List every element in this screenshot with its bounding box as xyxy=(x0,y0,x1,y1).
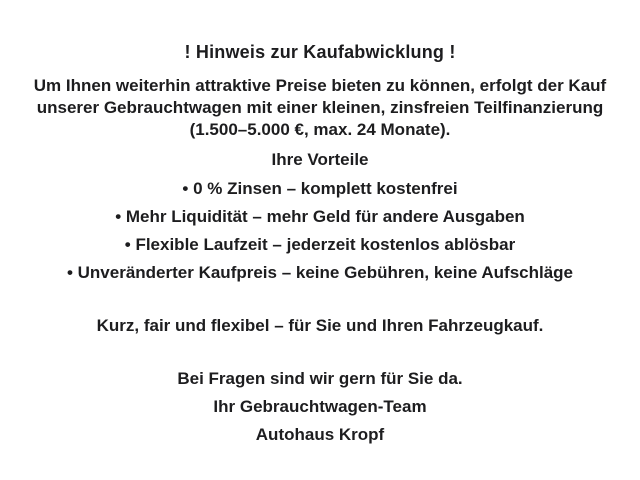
benefit-item-kaufpreis: • Unveränderter Kaufpreis – keine Gebühren, keine Aufschläge xyxy=(66,263,574,282)
benefits-list xyxy=(6,179,634,282)
summary-line: Kurz, fair und flexibel – für Sie und Ihren Fahrzeugkauf. xyxy=(96,316,544,335)
benefit-item-zinsen: • 0 % Zinsen – komplett kostenfrei xyxy=(182,179,458,198)
closing-line-contact: Bei Fragen sind wir gern für Sie da. xyxy=(177,369,463,388)
benefits-heading: Ihre Vorteile xyxy=(271,150,369,169)
intro-paragraph: Um Ihnen weiterhin attraktive Preise bieten zu können, erfolgt der Kauf unserer Gebrauchtwagen mit einer kleinen, zinsfreien Teilfinanzierung (1.500–5.000 €, max. 24 Monate). xyxy=(33,76,607,139)
closing-line-team: Ihr Gebrauchtwagen-Team xyxy=(213,397,427,416)
benefit-item-liquiditaet: • Mehr Liquidität – mehr Geld für andere Ausgaben xyxy=(115,207,525,226)
closing-block xyxy=(6,369,634,445)
benefit-item-laufzeit: • Flexible Laufzeit – jederzeit kostenlos ablösbar xyxy=(124,235,516,254)
closing-line-dealer-name: Autohaus Kropf xyxy=(255,425,385,444)
notice-title: ! Hinweis zur Kaufabwicklung ! xyxy=(184,42,456,62)
